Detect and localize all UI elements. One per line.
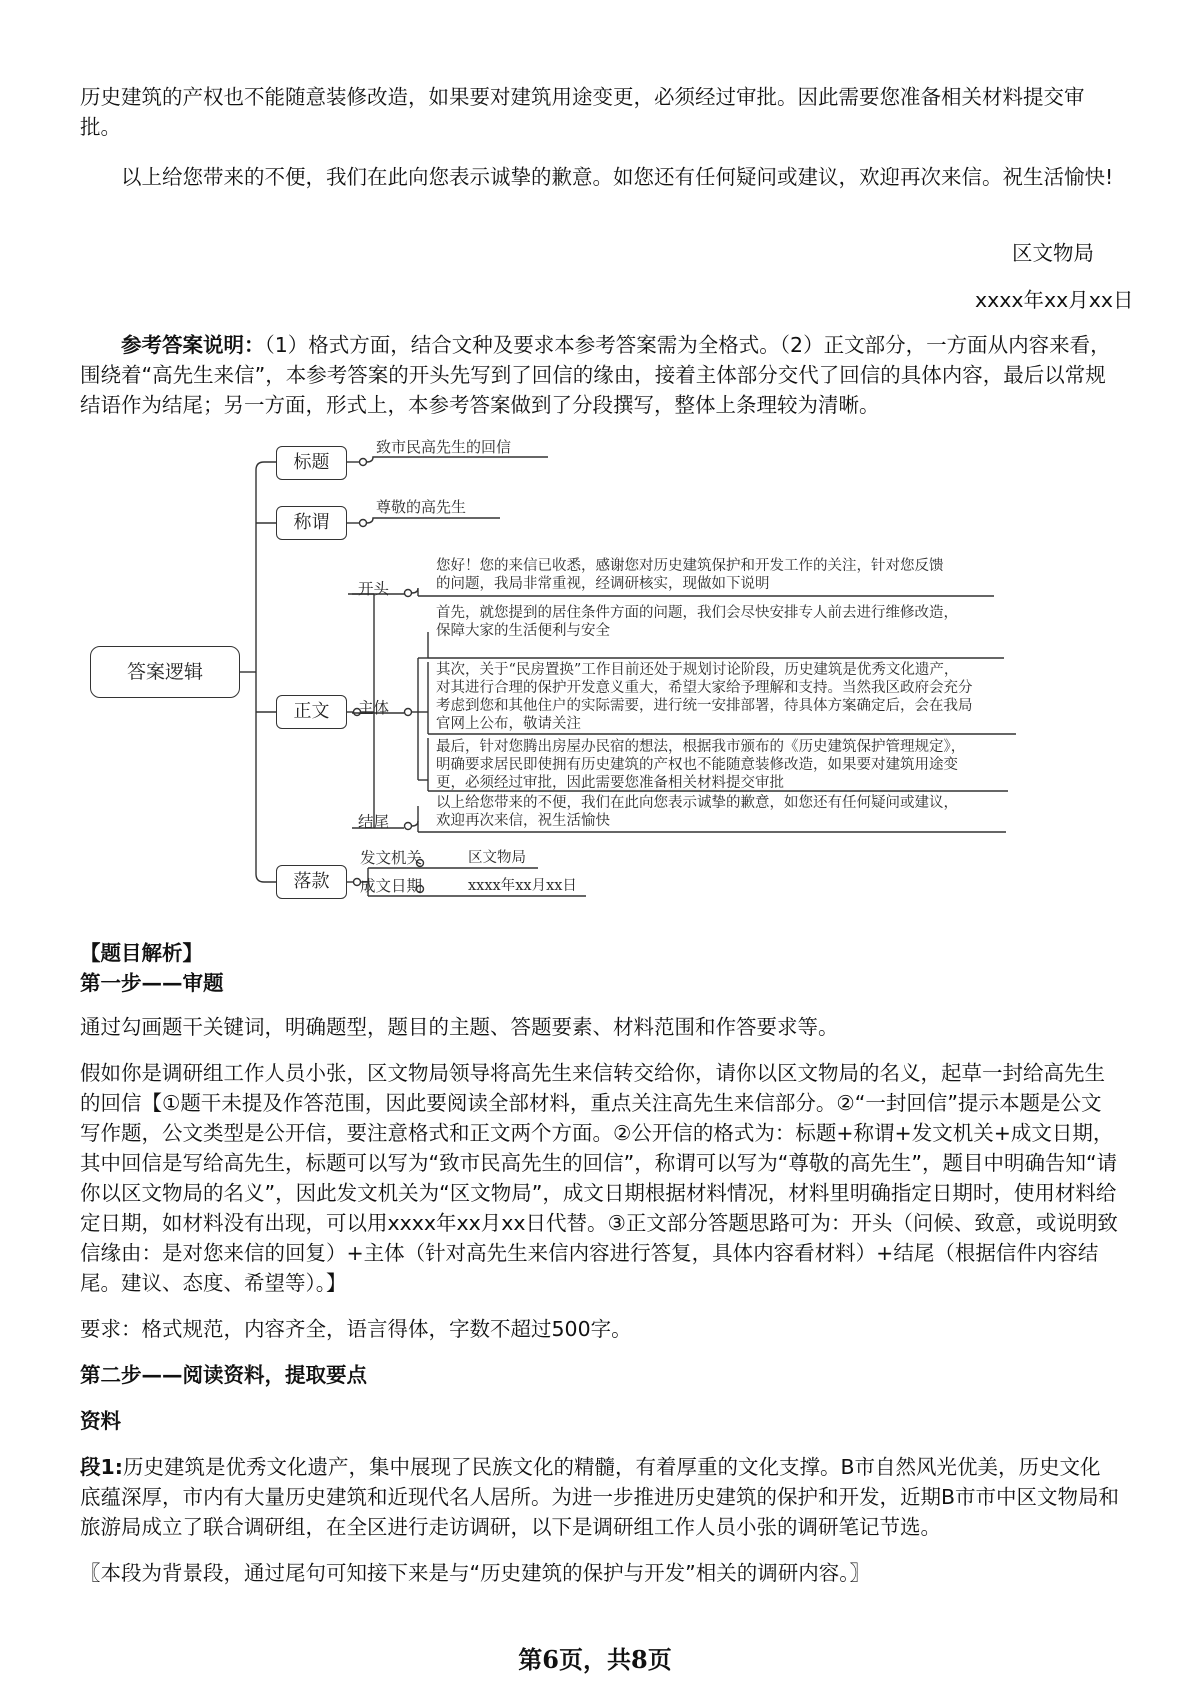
main-label: 主体 xyxy=(358,699,390,717)
ending-label: 结尾 xyxy=(358,813,390,831)
requirement-text: 要求：格式规范，内容齐全，语言得体，字数不超过500字。 xyxy=(80,1317,632,1341)
salutation-text: 尊敬的高先生 xyxy=(376,498,467,516)
main3-line-3: 更，必须经过审批，因此需要您准备相关材料提交审批 xyxy=(436,775,784,791)
answer-logic-mindmap xyxy=(88,436,1108,906)
letter-paragraph: 历史建筑的产权也不能随意装修改造，如果要对建筑用途变更，必须经过审批。因此需要您准备相关材料提交审批。 xyxy=(80,85,1085,139)
main2-line-2: 对其进行合理的保护开发意义重大，希望大家给予理解和支持。当然我区政府会充分 xyxy=(436,680,973,696)
step1-heading: 第一步——审题 xyxy=(80,971,224,995)
question-text: 假如你是调研组工作人员小张，区文物局领导将高先生来信转交给你，请你以区文物局的名义，起草一封给高先生的回信【①题干未提及作答范围，因此要阅读全部材料，重点关注高先生来信部分。②“一封回信”提示本题是公文写作题，公文类型是公开信，要注意格式和正文两个方面。②公开信的格式为：标题+称谓+发文机关+成文日期，其中回信是写给高先生，标题可以写为“致市民高先生的回信”，称谓可以写为“尊敬的高先生”，题目中明确告知“请你以区文物局的名义”，因此发文机关为“区文物局”，成文日期根据材料情况，材料里明确指定日期时，使用材料给定日期，如材料没有出现，可以用xxxx年xx月xx日代替。③正文部分答题思路可为：开头（问候、致意，或说明致信缘由：是对您来信的回复）+主体（针对高先生来信内容进行答复，具体内容看材料）+结尾（根据信件内容结尾。建议、态度、希望等）。】 xyxy=(80,1061,1118,1295)
step2-heading: 第二步——阅读资料，提取要点 xyxy=(80,1363,367,1387)
opening-line-2: 的问题，我局非常重视，经调研核实，现做如下说明 xyxy=(436,576,770,592)
letter-date: xxxx年xx月xx日 xyxy=(975,288,1134,312)
material-heading: 资料 xyxy=(80,1409,121,1433)
page-footer: 第6页，共8页 xyxy=(518,1645,672,1674)
main3-line-1: 最后，针对您腾出房屋办民宿的想法，根据我市颁布的《历史建筑保护管理规定》， xyxy=(436,739,966,755)
letter-signature: 区文物局 xyxy=(1012,241,1094,265)
root-node: 答案逻辑 xyxy=(90,646,240,698)
main1-line-1: 首先，就您提到的居住条件方面的问题，我们会尽快安排专人前去进行维修改造， xyxy=(436,605,958,621)
org-label: 发文机关 xyxy=(360,849,423,867)
paragraph-label: 段1: xyxy=(80,1455,123,1479)
paragraph-note: 〖本段为背景段，通过尾句可知接下来是与“历史建筑的保护与开发”相关的调研内容。〗 xyxy=(80,1561,870,1585)
reference-note-label: 参考答案说明： xyxy=(121,333,265,357)
ending-line-1: 以上给您带来的不便，我们在此向您表示诚挚的歉意，如您还有任何疑问或建议， xyxy=(436,795,958,811)
material-paragraph xyxy=(80,1452,1120,1542)
main2-line-4: 官网上公布，敬请关注 xyxy=(436,716,581,732)
reference-note xyxy=(80,330,1120,420)
main3-line-2: 明确要求居民即使拥有历史建筑的产权也不能随意装修改造，如果要对建筑用途变 xyxy=(436,757,958,773)
org-text: 区文物局 xyxy=(468,850,526,866)
body-node: 正文 xyxy=(276,695,347,729)
title-text: 致市民高先生的回信 xyxy=(376,438,512,456)
opening-line-1: 您好！您的来信已收悉，感谢您对历史建筑保护和开发工作的关注，针对您反馈 xyxy=(436,558,944,574)
title-node: 标题 xyxy=(276,446,347,480)
step1-text: 通过勾画题干关键词，明确题型，题目的主题、答题要素、材料范围和作答要求等。 xyxy=(80,1015,839,1039)
paragraph-text: 历史建筑是优秀文化遗产，集中展现了民族文化的精髓，有着厚重的文化支撑。B市自然风光优美，历史文化底蕴深厚，市内有大量历史建筑和近现代名人居所。为进一步推进历史建筑的保护和开发，近期B市市中区文物局和旅游局成立了联合调研组，在全区进行走访调研，以下是调研组工作人员小张的调研笔记节选。 xyxy=(80,1455,1120,1539)
ending-line-2: 欢迎再次来信，祝生活愉快 xyxy=(436,813,610,829)
letter-closing-paragraph: 以上给您带来的不便，我们在此向您表示诚挚的歉意。如您还有任何疑问或建议，欢迎再次来信。祝生活愉快! xyxy=(121,165,1114,189)
analysis-heading: 【题目解析】 xyxy=(80,941,203,965)
sign-node: 落款 xyxy=(276,865,347,899)
date-text: xxxx年xx月xx日 xyxy=(468,878,577,894)
main1-line-2: 保障大家的生活便利与安全 xyxy=(436,623,610,639)
opening-label: 开头 xyxy=(358,580,390,598)
main2-line-3: 考虑到您和其他住户的实际需要，进行统一安排部署，待具体方案确定后，会在我局 xyxy=(436,698,973,714)
date-label: 成文日期 xyxy=(360,877,423,895)
reference-note-text: （1）格式方面，结合文种及要求本参考答案需为全格式。（2）正文部分，一方面从内容来看，围绕着“高先生来信”，本参考答案的开头先写到了回信的缘由，接着主体部分交代了回信的具体内容，最后以常规结语作为结尾；另一方面，形式上，本参考答案做到了分段撰写，整体上条理较为清晰。 xyxy=(80,333,1111,417)
salutation-node: 称谓 xyxy=(276,506,347,540)
main2-line-1: 其次，关于“民房置换”工作目前还处于规划讨论阶段，历史建筑是优秀文化遗产， xyxy=(436,662,959,678)
